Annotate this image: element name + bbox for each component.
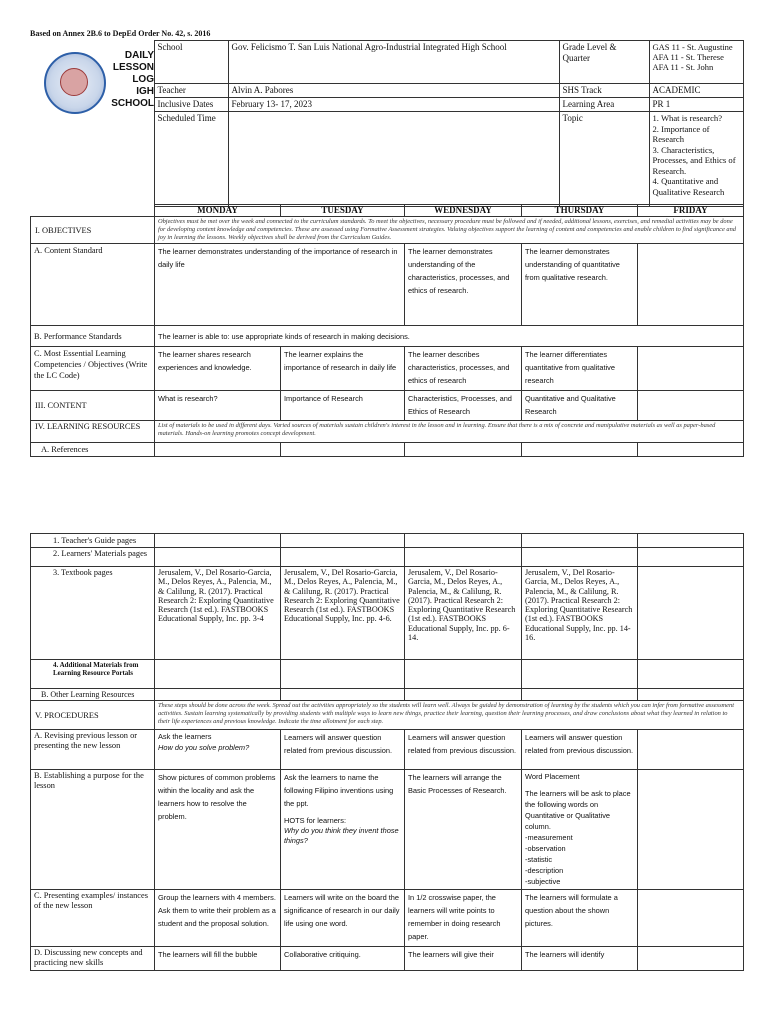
performance-value: The learner is able to: use appropriate kinds of research in making decisions. xyxy=(155,326,744,347)
proc-a-tue: Learners will answer question related from previous discussion. xyxy=(281,730,405,770)
competencies-wed: The learner describes characteristics, processes, and ethics of research xyxy=(405,347,522,391)
content-standard-mon-tue: The learner demonstrates understanding of the importance of research in daily life xyxy=(155,244,405,326)
day-wednesday: WEDNESDAY xyxy=(405,205,522,217)
topic-line: 4. Quantitative and Qualitative Research xyxy=(652,176,725,197)
proc-c-thu: The learners will formulate a question about the shown pictures. xyxy=(522,890,638,947)
school-value: Gov. Felicismo T. San Luis National Agro-Industrial Integrated High School xyxy=(228,41,559,84)
document-note: Based on Annex 2B.6 to DepEd Order No. 42, s. 2016 xyxy=(30,29,211,38)
grade-line: GAS 11 - St. Augustine xyxy=(652,42,733,52)
school-label: School xyxy=(154,41,228,84)
topic-line: 2. Importance of Research xyxy=(652,123,710,144)
objectives-note: Objectives must be met over the week and connected to the curriculum standards. To meet the objectives, necessary procedure must be followed and if needed, additional lessons, exercises, and remedial activities may be done for developing content knowledge and competencies. These are assessed using Formative Assessment strategies. Valuing objectives support the learning of content and competencies and enable children to find significance and joy in learning the lessons. Weekly objectives shall be derived from the Curriculum Guides. xyxy=(155,217,744,244)
day-friday: FRIDAY xyxy=(638,205,744,217)
procedures-note: These steps should be done across the week. Spread out the activities appropriately so the students will learn well. Always be guided by demonstration of learning by the students which you can infer from formative assessment activities. Sustain learning systematically by providing students with multiple ways to learn new things, practice their learning, question their learning processes, and draw conclusions about what they learned in relation to their life experiences and previous knowledge. Indicate the time allotment for each step. xyxy=(155,701,744,730)
procedures-label: V. PROCEDURES xyxy=(31,701,155,730)
dates-value: February 13- 17, 2023 xyxy=(228,98,559,112)
day-tuesday: TUESDAY xyxy=(281,205,405,217)
resources-note: List of materials to be used in different days. Varied sources of materials sustain children's interest in the lesson and in learning. Ensure that there is a mix of concrete and manipulative materials as well as paper-based materials. Hands-on learning promotes concept development. xyxy=(155,421,744,443)
competencies-label: C. Most Essential Learning Competencies / Objectives (Write the LC Code) xyxy=(31,347,155,391)
dates-label: Inclusive Dates xyxy=(154,98,228,112)
grade-label: Grade Level & Quarter xyxy=(559,41,649,84)
tb-wed: Jerusalem, V., Del Rosario-Garcia, M., Delos Reyes, A., Palencia, M., & Calilung, R. (2017). Practical Research 2: Exploring Quantitative Research (1st ed.). FASTBOOKS Educational Supply, Inc. pp. 6-14. xyxy=(405,567,522,660)
tb-tue: Jerusalem, V., Del Rosario-Garcia, M., Delos Reyes, A., Palencia, M., & Calilung, R. (2017). Practical Research 2: Exploring Quantitative Research (1st ed.). FASTBOOKS Educational Supply, Inc. pp. 4-6. xyxy=(281,567,405,660)
proc-b-label: B. Establishing a purpose for the lesson xyxy=(31,770,155,890)
deped-seal-icon xyxy=(44,52,106,114)
competencies-thu: The learner differentiates quantitative from qualitative research xyxy=(522,347,638,391)
proc-d-wed: The learners will give their xyxy=(405,947,522,971)
proc-b-tue: Ask the learners to name the following Filipino inventions using the ppt. HOTS for learners: Why do you think they invent those things? xyxy=(281,770,405,890)
day-thursday: THURSDAY xyxy=(522,205,638,217)
day-monday: MONDAY xyxy=(155,205,281,217)
proc-a-wed: Learners will answer question related from previous discussion. xyxy=(405,730,522,770)
content-thu: Quantitative and Qualitative Research xyxy=(522,391,638,421)
tb-label: 3. Textbook pages xyxy=(31,567,155,660)
proc-a-label: A. Revising previous lesson or presenting the new lesson xyxy=(31,730,155,770)
proc-d-tue: Collaborative critiquing. xyxy=(281,947,405,971)
procedures-table xyxy=(30,533,744,971)
proc-b-thu: Word Placement The learners will be ask to place the following words on Quantitative or Qualitative column. -measurement -observation -statistic -description -subjective xyxy=(522,770,638,890)
tg-label: 1. Teacher's Guide pages xyxy=(31,534,155,548)
content-label: III. CONTENT xyxy=(31,391,155,421)
proc-a-thu: Learners will answer question related from previous discussion. xyxy=(522,730,638,770)
track-value: ACADEMIC xyxy=(649,84,743,98)
dll-title: DAILY LESSON LOG IGH SCHOOL xyxy=(111,50,154,109)
grade-value xyxy=(649,41,743,84)
competencies-tue: The learner explains the importance of research in daily life xyxy=(281,347,405,391)
competencies-mon: The learner shares research experiences and knowledge. xyxy=(155,347,281,391)
references-label: A. References xyxy=(31,443,155,457)
area-value: PR 1 xyxy=(649,98,743,112)
sched-value xyxy=(228,112,559,207)
proc-c-wed: In 1/2 crosswise paper, the learners will write points to remember in doing research paper. xyxy=(405,890,522,947)
proc-b-mon: Show pictures of common problems within the locality and ask the learners how to resolve the problem. xyxy=(155,770,281,890)
resources-label: IV. LEARNING RESOURCES xyxy=(31,421,155,443)
objectives-label: I. OBJECTIVES xyxy=(31,217,155,244)
teacher-value: Alvin A. Pabores xyxy=(228,84,559,98)
proc-c-tue: Learners will write on the board the significance of research in our daily life using one word. xyxy=(281,890,405,947)
proc-c-mon: Group the learners with 4 members. Ask them to write their problem as a student and the proposal solution. xyxy=(155,890,281,947)
objectives-table xyxy=(30,204,744,457)
proc-d-thu: The learners will identify xyxy=(522,947,638,971)
content-mon: What is research? xyxy=(155,391,281,421)
content-tue: Importance of Research xyxy=(281,391,405,421)
content-standard-thu: The learner demonstrates understanding of quantitative from qualitative research. xyxy=(522,244,638,326)
topic-value xyxy=(649,112,743,207)
add-materials-label: 4. Additional Materials from Learning Resource Portals xyxy=(31,660,155,689)
proc-b-wed: The learners will arrange the Basic Processes of Research. xyxy=(405,770,522,890)
competencies-fri xyxy=(638,347,744,391)
content-standard-label: A. Content Standard xyxy=(31,244,155,326)
lm-label: 2. Learners' Materials pages xyxy=(31,548,155,567)
proc-d-mon: The learners will fill the bubble xyxy=(155,947,281,971)
performance-label: B. Performance Standards xyxy=(31,326,155,347)
tb-mon: Jerusalem, V., Del Rosario-Garcia, M., Delos Reyes, A., Palencia, M., & Calilung, R. (2017). Practical Research 2: Exploring Quantitative Research (1st ed.). FASTBOOKS Educational Supply, Inc. pp. 3-4 xyxy=(155,567,281,660)
track-label: SHS Track xyxy=(559,84,649,98)
teacher-label: Teacher xyxy=(154,84,228,98)
topic-label: Topic xyxy=(559,112,649,207)
content-wed: Characteristics, Processes, and Ethics of Research xyxy=(405,391,522,421)
topic-line: 3. Characteristics, Processes, and Ethics of Research. xyxy=(652,144,736,176)
sched-label: Scheduled Time xyxy=(154,112,228,207)
area-label: Learning Area xyxy=(559,98,649,112)
tb-thu: Jerusalem, V., Del Rosario-Garcia, M., Delos Reyes, A., Palencia, M., & Calilung, R. (2017). Practical Research 2: Exploring Quantitative Research (1st ed.). FASTBOOKS Educational Supply, Inc. pp. 14-16. xyxy=(522,567,638,660)
grade-line: AFA 11 - St. Therese xyxy=(652,52,724,62)
topic-line: 1. What is research? xyxy=(652,113,723,123)
other-resources-label: B. Other Learning Resources xyxy=(31,689,155,701)
content-standard-wed: The learner demonstrates understanding of the characteristics, processes, and ethics of research. xyxy=(405,244,522,326)
proc-a-mon: Ask the learners How do you solve problem? xyxy=(155,730,281,770)
grade-line: AFA 11 - St. John xyxy=(652,62,714,72)
proc-d-label: D. Discussing new concepts and practicing new skills xyxy=(31,947,155,971)
proc-c-label: C. Presenting examples/ instances of the new lesson xyxy=(31,890,155,947)
content-standard-fri xyxy=(638,244,744,326)
content-fri xyxy=(638,391,744,421)
